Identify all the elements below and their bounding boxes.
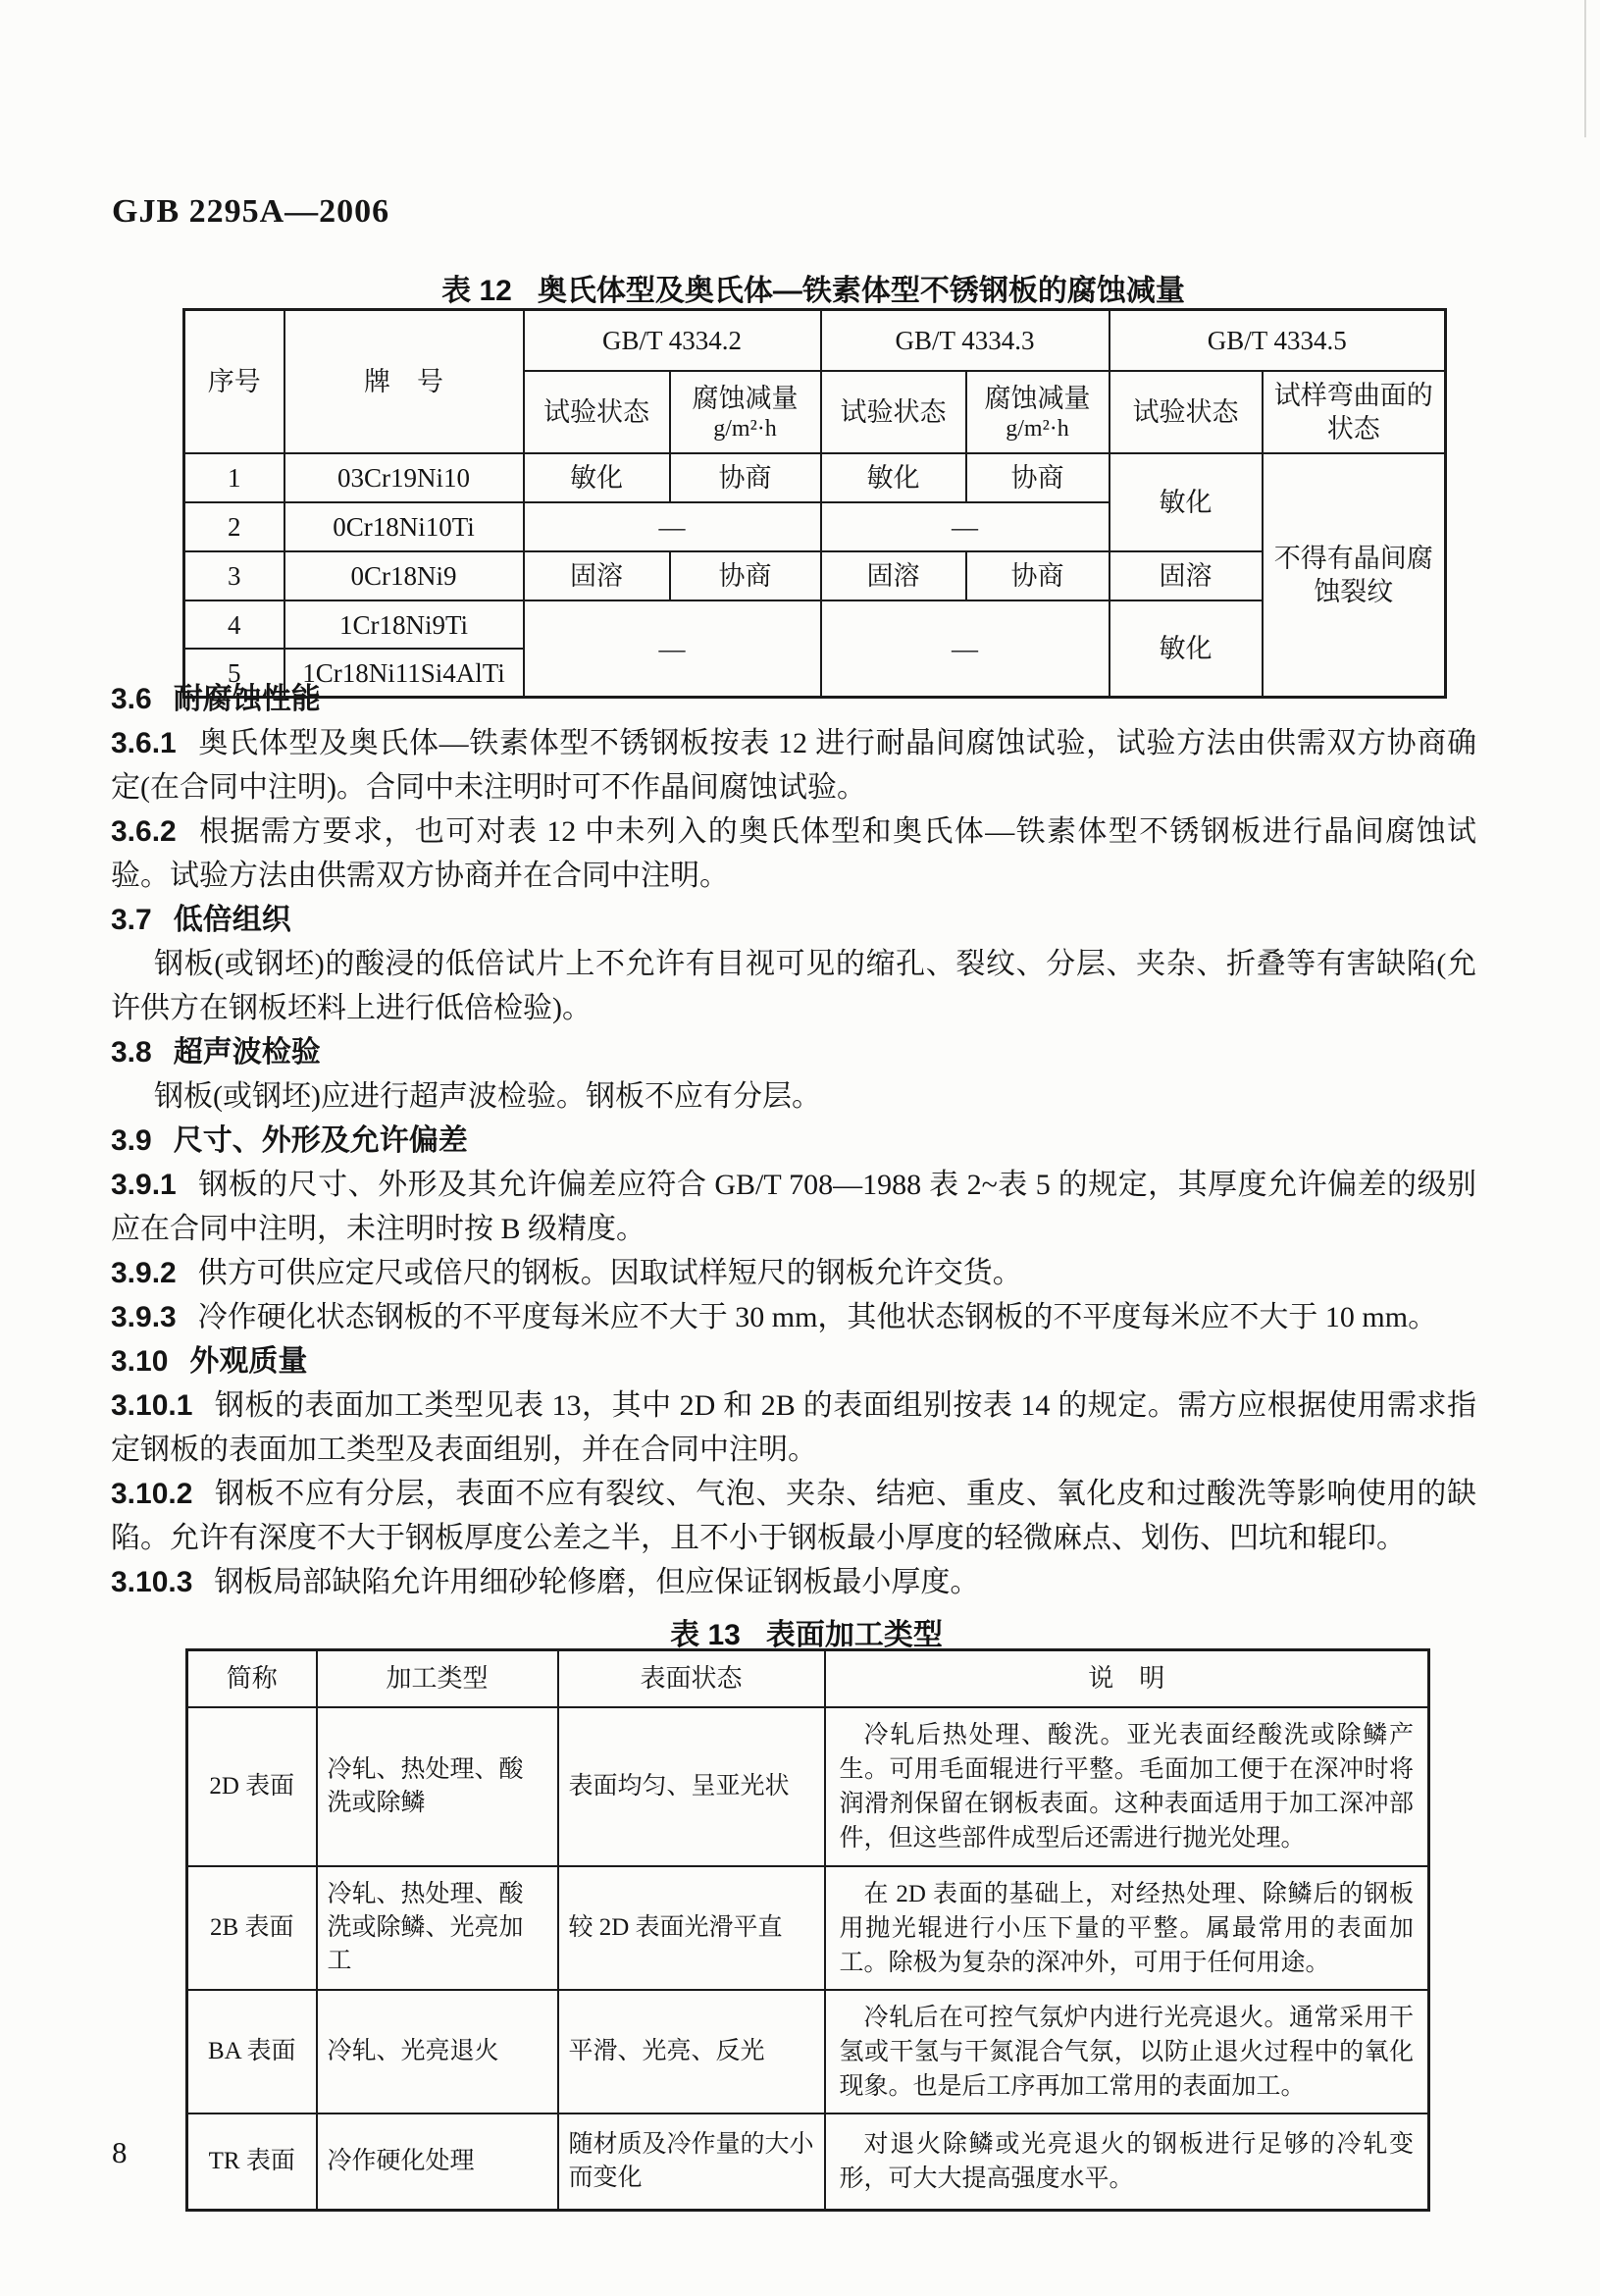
- header-corrosion-loss: [670, 371, 821, 453]
- cell-note: 冷轧后在可控气氛炉内进行光亮退火。通常采用干氢或干氢与干氮混合气氛，以防止退火过程中的氧化现象。也是后工序再加工常用的表面加工。: [825, 1990, 1429, 2113]
- header-grade: 牌 号: [284, 310, 524, 454]
- cell-note: 在 2D 表面的基础上，对经热处理、除鳞后的钢板用抛光辊进行小压下量的平整。属最常用的表面加工。除极为复杂的深冲外，可用于任何用途。: [825, 1866, 1429, 1990]
- cell-note: 冷轧后热处理、酸洗。亚光表面经酸洗或除鳞产生。可用毛面辊进行平整。毛面加工便于在深冲时将润滑剂保留在钢板表面。这种表面适用于加工深冲部件，但这些部件成型后还需进行抛光处理。: [825, 1707, 1429, 1866]
- cell-surface: 较 2D 表面光滑平直: [558, 1866, 825, 1990]
- corrosion-loss-unit: g/m²·h: [1006, 416, 1069, 442]
- cell-grade: 03Cr19Ni10: [284, 453, 524, 502]
- cell-dash: —: [821, 502, 1110, 551]
- header-note: 说 明: [825, 1650, 1429, 1708]
- cell-process: 冷轧、光亮退火: [317, 1990, 558, 2113]
- cell-grade: 0Cr18Ni9: [284, 551, 524, 600]
- scan-artifact: [1584, 0, 1586, 137]
- cell-dash-merged: —: [524, 600, 821, 698]
- cell-test-state: 敏化: [821, 453, 966, 502]
- cell-seq: 5: [184, 649, 284, 698]
- cell-test-state: 敏化: [524, 453, 670, 502]
- header-surface: 表面状态: [558, 1650, 825, 1708]
- clause-heading: 3.6 耐腐蚀性能: [111, 683, 321, 715]
- cell-dash: —: [524, 502, 821, 551]
- header-test-state: 试验状态: [1110, 371, 1263, 453]
- header-seq: 序号: [184, 310, 284, 454]
- clause-paragraph: 钢板(或钢坯)的酸浸的低倍试片上不允许有目视可见的缩孔、裂纹、分层、夹杂、折叠等有害缺陷(允许供方在钢板坯料上进行低倍检验)。: [111, 948, 1476, 1024]
- cell-grade: 1Cr18Ni11Si4AlTi: [284, 649, 524, 698]
- page-number: 8: [112, 2135, 128, 2169]
- table-row: [187, 1707, 1429, 1866]
- cell-grade: 1Cr18Ni9Ti: [284, 600, 524, 649]
- table12-title: [182, 266, 1444, 309]
- clause-paragraph: 3.10.3 钢板局部缺陷允许用细砂轮修磨，但应保证钢板最小厚度。: [111, 1566, 980, 1598]
- table-row: [187, 2113, 1429, 2211]
- cell-abbr: BA 表面: [187, 1990, 317, 2113]
- table-row: [187, 1990, 1429, 2113]
- cell-abbr: TR 表面: [187, 2113, 317, 2211]
- table12-title-text: 奥氏体型及奥氏体—铁素体型不锈钢板的腐蚀减量: [537, 275, 1185, 307]
- cell-loss: 协商: [670, 453, 821, 502]
- cell-seq: 3: [184, 551, 284, 600]
- clause-paragraph: 3.6.2 根据需方要求，也可对表 12 中未列入的奥氏体型和奥氏体—铁素体型不锈钢板进行晶间腐蚀试验。试验方法由供需双方协商并在合同中注明。: [111, 815, 1476, 892]
- cell-test-state: 固溶: [524, 551, 670, 600]
- cell-test-state: 固溶: [1110, 551, 1263, 600]
- corrosion-loss-unit: g/m²·h: [713, 416, 777, 442]
- clause-paragraph: 3.9.1 钢板的尺寸、外形及其允许偏差应符合 GB/T 708—1988 表 2~表 5 的规定，其厚度允许偏差的级别应在合同中注明，未注明时按 B 级精度。: [111, 1169, 1476, 1245]
- table13-title-prefix: 表 13: [670, 1619, 741, 1651]
- table-row: [184, 453, 1446, 502]
- clause-paragraph: 3.10.2 钢板不应有分层，表面不应有裂纹、气泡、夹杂、结疤、重皮、氧化皮和过酸洗等影响使用的缺陷。允许有深度不大于钢板厚度公差之半，且不小于钢板最小厚度的轻微麻点、划伤、凹坑和辊印。: [111, 1478, 1476, 1554]
- header-test-state: 试验状态: [524, 371, 670, 453]
- clause-paragraph: 3.9.2 供方可供应定尺或倍尺的钢板。因取试样短尺的钢板允许交货。: [111, 1257, 1022, 1289]
- clause-heading: 3.8 超声波检验: [111, 1036, 321, 1069]
- surface-finish-table: [185, 1648, 1430, 2212]
- cell-surface: 随材质及冷作量的大小而变化: [558, 2113, 825, 2211]
- cell-bend-state-merged: 不得有晶间腐蚀裂纹: [1263, 453, 1446, 698]
- clause-paragraph: 3.10.1 钢板的表面加工类型见表 13，其中 2D 和 2B 的表面组别按表 14 的规定。需方应根据使用需求指定钢板的表面加工类型及表面组别，并在合同中注明。: [111, 1389, 1476, 1466]
- clause-paragraph: 3.9.3 冷作硬化状态钢板的不平度每米应不大于 30 mm，其他状态钢板的不平度每米应不大于 10 mm。: [111, 1301, 1438, 1333]
- corrosion-loss-label: 腐蚀减量: [984, 384, 1091, 413]
- corrosion-loss-label: 腐蚀减量: [692, 384, 799, 413]
- header-gbt-4334-5: GB/T 4334.5: [1110, 310, 1446, 372]
- cell-abbr: 2D 表面: [187, 1707, 317, 1866]
- clause-paragraph: 3.6.1 奥氏体型及奥氏体—铁素体型不锈钢板按表 12 进行耐晶间腐蚀试验，试验方法由供需双方协商确定(在合同中注明)。合同中未注明时可不作晶间腐蚀试验。: [111, 727, 1476, 804]
- cell-grade: 0Cr18Ni10Ti: [284, 502, 524, 551]
- cell-loss: 协商: [966, 453, 1110, 502]
- cell-abbr: 2B 表面: [187, 1866, 317, 1990]
- cell-process: 冷作硬化处理: [317, 2113, 558, 2211]
- table-row: [184, 600, 1446, 649]
- cell-loss: 协商: [966, 551, 1110, 600]
- cell-loss: 协商: [670, 551, 821, 600]
- cell-test-state-merged: 敏化: [1110, 600, 1263, 698]
- header-bend-state: 试样弯曲面的状态: [1263, 371, 1446, 453]
- clause-heading: 3.10 外观质量: [111, 1345, 308, 1378]
- table12-title-prefix: 表 12: [441, 275, 512, 307]
- clause-text-block: [111, 677, 1476, 1604]
- cell-seq: 4: [184, 600, 284, 649]
- table-header-row: [184, 310, 1446, 372]
- table-row: [184, 551, 1446, 600]
- cell-surface: 平滑、光亮、反光: [558, 1990, 825, 2113]
- cell-process: 冷轧、热处理、酸洗或除鳞: [317, 1707, 558, 1866]
- header-abbr: 简称: [187, 1650, 317, 1708]
- cell-note: 对退火除鳞或光亮退火的钢板进行足够的冷轧变形，可大大提高强度水平。: [825, 2113, 1429, 2211]
- clause-heading: 3.9 尺寸、外形及允许偏差: [111, 1124, 468, 1157]
- cell-process: 冷轧、热处理、酸洗或除鳞、光亮加工: [317, 1866, 558, 1990]
- table-header-row: [187, 1650, 1429, 1708]
- doc-number: GJB 2295A—2006: [112, 193, 390, 230]
- clause-paragraph: 钢板(或钢坯)应进行超声波检验。钢板不应有分层。: [154, 1080, 821, 1113]
- cell-test-state: 固溶: [821, 551, 966, 600]
- clause-heading: 3.7 低倍组织: [111, 904, 291, 936]
- cell-surface: 表面均匀、呈亚光状: [558, 1707, 825, 1866]
- cell-test-state-merged: 敏化: [1110, 453, 1263, 551]
- header-gbt-4334-3: GB/T 4334.3: [821, 310, 1110, 372]
- cell-seq: 1: [184, 453, 284, 502]
- table13-title: [185, 1610, 1427, 1653]
- header-test-state: 试验状态: [821, 371, 966, 453]
- corrosion-loss-table: [182, 308, 1447, 699]
- header-gbt-4334-2: GB/T 4334.2: [524, 310, 821, 372]
- header-process: 加工类型: [317, 1650, 558, 1708]
- table-row: [187, 1866, 1429, 1990]
- table13-title-text: 表面加工类型: [765, 1619, 943, 1651]
- cell-seq: 2: [184, 502, 284, 551]
- cell-dash-merged: —: [821, 600, 1110, 698]
- header-corrosion-loss: [966, 371, 1110, 453]
